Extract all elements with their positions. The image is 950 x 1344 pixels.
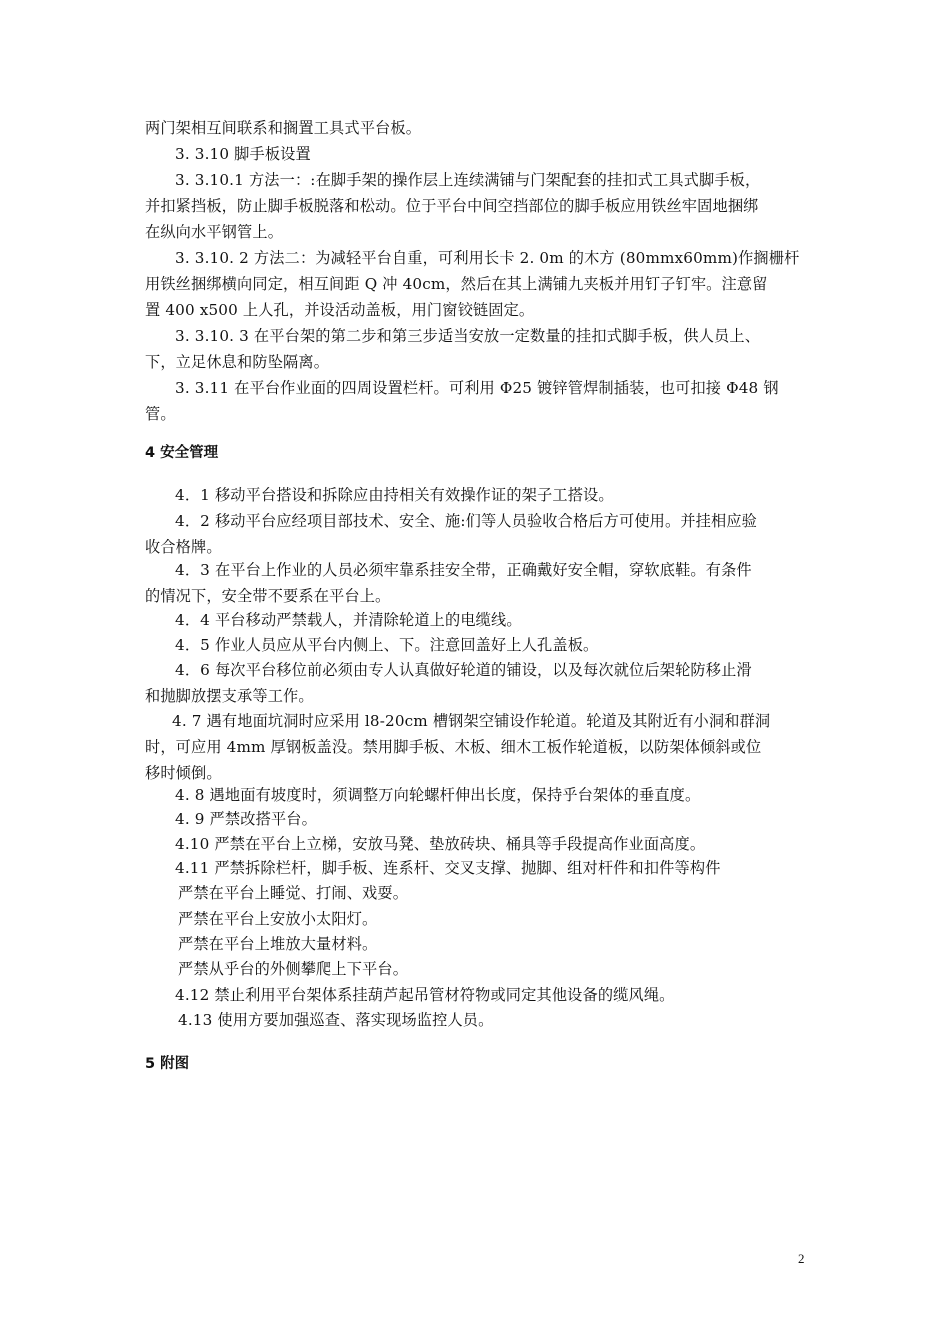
paragraph-line: 3. 3.10. 2 方法二：为减轻平台自重，可利用长卡 2. 0m 的木方 (80mmx60mm)作搁栅杆 bbox=[175, 249, 800, 267]
paragraph-line: 3. 3.10.1 方法一：:在脚手架的操作层上连续满铺与门架配套的挂扣式工具式脚手板， bbox=[175, 171, 761, 189]
paragraph-line: 4．6 每次平台移位前必须由专人认真做好轮道的铺设，以及每次就位后架轮防移止滑 bbox=[175, 661, 752, 679]
paragraph-line: 用铁丝捆绑横向同定，相互间距 Q 冲 40cm，然后在其上满铺九夹板并用钉子钉牢。注意留 bbox=[145, 275, 768, 293]
paragraph-line: 3. 3.10. 3 在平台架的第二步和第三步适当安放一定数量的挂扣式脚手板，供人员上、 bbox=[175, 327, 761, 345]
paragraph-line: 的情况下，安全带不要系在平台上。 bbox=[145, 587, 391, 605]
paragraph-line: 4．5 作业人员应从平台内侧上、下。注意回盖好上人孔盖板。 bbox=[175, 636, 599, 654]
paragraph-line: 4. 7 遇有地面坑洞时应采用 l8-20cm 槽钢架空铺设作轮道。轮道及其附近有小洞和群洞 bbox=[172, 712, 771, 730]
paragraph-line: 并扣紧挡板，防止脚手板脱落和松动。位于平台中间空挡部位的脚手板应用铁丝牢固地捆绑 bbox=[145, 197, 759, 215]
paragraph-line: 4. 9 严禁改搭平台。 bbox=[175, 810, 317, 828]
paragraph-line: 4．4 平台移动严禁载人，并清除轮道上的电缆线。 bbox=[175, 611, 522, 629]
paragraph-line: 4.13 使用方要加强巡查、落实现场监控人员。 bbox=[178, 1011, 494, 1029]
paragraph-line: 收合格牌。 bbox=[145, 538, 222, 556]
paragraph-line: 置 400 x500 上人孔，并设活动盖板，用门窗铰链固定。 bbox=[145, 301, 535, 319]
paragraph-line: 下，立足休息和防坠隔离。 bbox=[145, 353, 330, 371]
paragraph-line: 严禁在平台上堆放大量材料。 bbox=[178, 935, 378, 953]
paragraph-line: 4．3 在平台上作业的人员必须牢靠系挂安全带，正确戴好安全帽，穿软底鞋。有条件 bbox=[175, 561, 752, 579]
section-heading-5: 5 附图 bbox=[145, 1056, 190, 1072]
paragraph-line: 管。 bbox=[145, 405, 176, 423]
paragraph-line: 严禁在平台上睡觉、打闹、戏耍。 bbox=[178, 884, 409, 902]
paragraph-line: 4．1 移动平台搭设和拆除应由持相关有效操作证的架子工搭设。 bbox=[175, 486, 614, 504]
section-heading-3-3-10: 3. 3.10 脚手板设置 bbox=[175, 145, 311, 163]
paragraph-line: 严禁从乎台的外侧攀爬上下平台。 bbox=[178, 960, 409, 978]
paragraph-line: 3. 3.11 在平台作业面的四周设置栏杆。可利用 Φ25 镀锌管焊制插装，也可扣接 Φ48 钢 bbox=[175, 379, 779, 397]
paragraph-line: 和抛脚放摆支承等工作。 bbox=[145, 687, 314, 705]
paragraph-line: 4.12 禁止利用平台架体系挂葫芦起吊管材符物或同定其他设备的缆风绳。 bbox=[175, 986, 675, 1004]
paragraph-line: 4.11 严禁拆除栏杆，脚手板、连系杆、交叉支撑、抛脚、组对杆件和扣件等构件 bbox=[175, 859, 721, 877]
paragraph-line: 在纵向水平钢管上。 bbox=[145, 223, 284, 241]
paragraph-line: 严禁在平台上安放小太阳灯。 bbox=[178, 910, 378, 928]
paragraph-line: 4. 8 遇地面有坡度时，须调整万向轮螺杆伸出长度，保持乎台架体的垂直度。 bbox=[175, 786, 701, 804]
paragraph-line: 移时倾倒。 bbox=[145, 764, 222, 782]
paragraph-line: 4.10 严禁在平台上立梯，安放马凳、垫放砖块、桶具等手段提高作业面高度。 bbox=[175, 835, 706, 853]
paragraph-line: 4．2 移动平台应经项目部技术、安全、施:们等人员验收合格后方可使用。并挂相应验 bbox=[175, 512, 758, 530]
section-heading-4: 4 安全管理 bbox=[145, 445, 219, 461]
paragraph-line: 时，可应用 4mm 厚钢板盖没。禁用脚手板、木板、细木工板作轮道板，以防架体倾斜或位 bbox=[145, 738, 762, 756]
page-number: 2 bbox=[798, 1251, 805, 1266]
paragraph-line: 两门架相互间联系和搁置工具式平台板。 bbox=[145, 119, 422, 137]
